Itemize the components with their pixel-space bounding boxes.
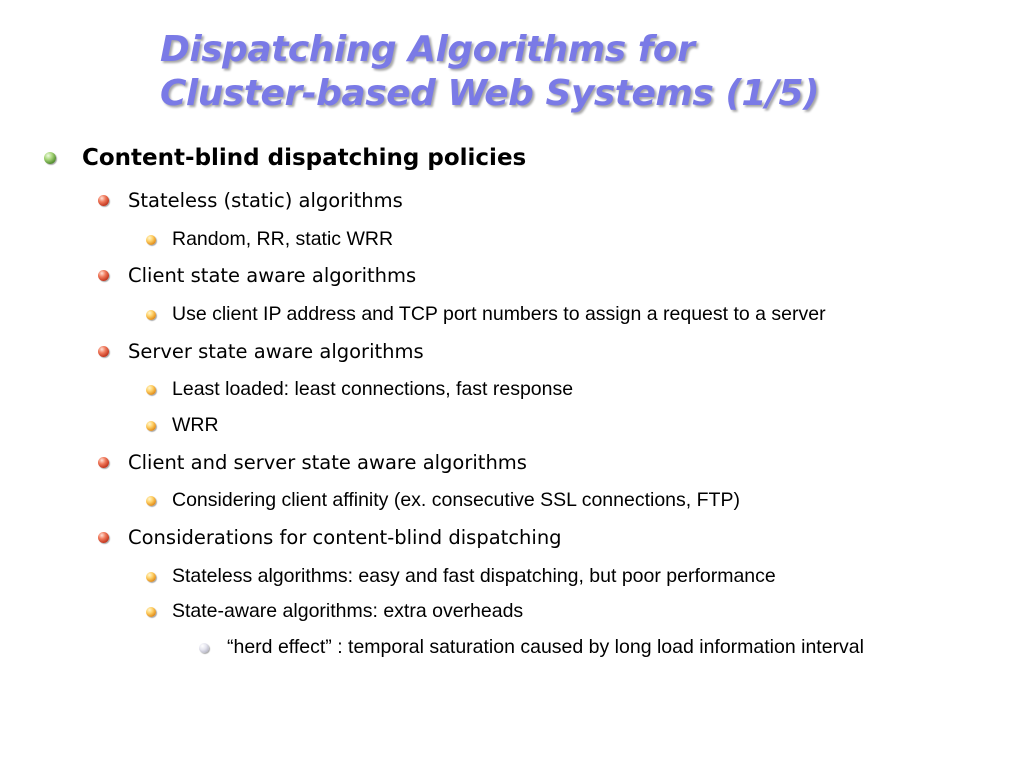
bullet-text: WRR <box>172 414 219 436</box>
bullet-client-ip-tcp <box>146 303 826 326</box>
bullet-content-blind-policies <box>44 145 526 171</box>
bullet-client-state-aware <box>98 264 416 287</box>
bullet-text: Stateless algorithms: easy and fast dispatching, but poor performance <box>172 565 776 587</box>
bullet-icon <box>146 421 156 431</box>
bullet-server-state-aware <box>98 340 424 363</box>
title-line-1: Dispatching Algorithms for <box>160 29 695 70</box>
bullet-state-aware-overheads <box>146 600 523 623</box>
bullet-client-affinity <box>146 489 740 512</box>
bullet-icon <box>98 195 109 206</box>
bullet-client-server-state-aware <box>98 451 527 474</box>
bullet-stateless-tradeoff <box>146 565 776 588</box>
bullet-text: Least loaded: least connections, fast response <box>172 378 574 400</box>
bullet-wrr <box>146 414 219 437</box>
bullet-least-loaded <box>146 378 573 401</box>
bullet-icon <box>98 457 109 468</box>
bullet-text: Considerations for content-blind dispatching <box>128 526 562 549</box>
bullet-considerations <box>98 526 562 549</box>
title-line-2: Cluster-based Web Systems (1/5) <box>160 73 820 114</box>
bullet-icon <box>146 310 156 320</box>
bullet-text: Stateless (static) algorithms <box>128 189 403 212</box>
bullet-text: Server state aware algorithms <box>128 340 424 363</box>
bullet-icon <box>98 346 109 357</box>
bullet-text: “herd effect” : temporal saturation caused by long load information interval <box>227 636 864 658</box>
bullet-icon <box>146 496 156 506</box>
bullet-text: Considering client affinity (ex. consecutive SSL connections, FTP) <box>172 489 740 511</box>
bullet-icon <box>98 532 109 543</box>
bullet-text: Content-blind dispatching policies <box>82 145 527 171</box>
bullet-icon <box>146 385 156 395</box>
bullet-text: State-aware algorithms: extra overheads <box>172 600 524 622</box>
bullet-icon <box>199 643 209 653</box>
bullet-herd-effect <box>199 636 864 659</box>
bullet-text: Client and server state aware algorithms <box>128 451 527 474</box>
bullet-icon <box>146 607 156 617</box>
bullet-text: Random, RR, static WRR <box>172 228 394 250</box>
bullet-icon <box>44 152 56 164</box>
bullet-text: Use client IP address and TCP port numbers to assign a request to a server <box>172 303 826 325</box>
bullet-stateless-algorithms <box>98 189 403 212</box>
slide-title <box>160 28 819 116</box>
bullet-icon <box>98 270 109 281</box>
bullet-icon <box>146 572 156 582</box>
bullet-icon <box>146 235 156 245</box>
bullet-text: Client state aware algorithms <box>128 264 417 287</box>
bullet-random-rr-wrr <box>146 228 393 251</box>
